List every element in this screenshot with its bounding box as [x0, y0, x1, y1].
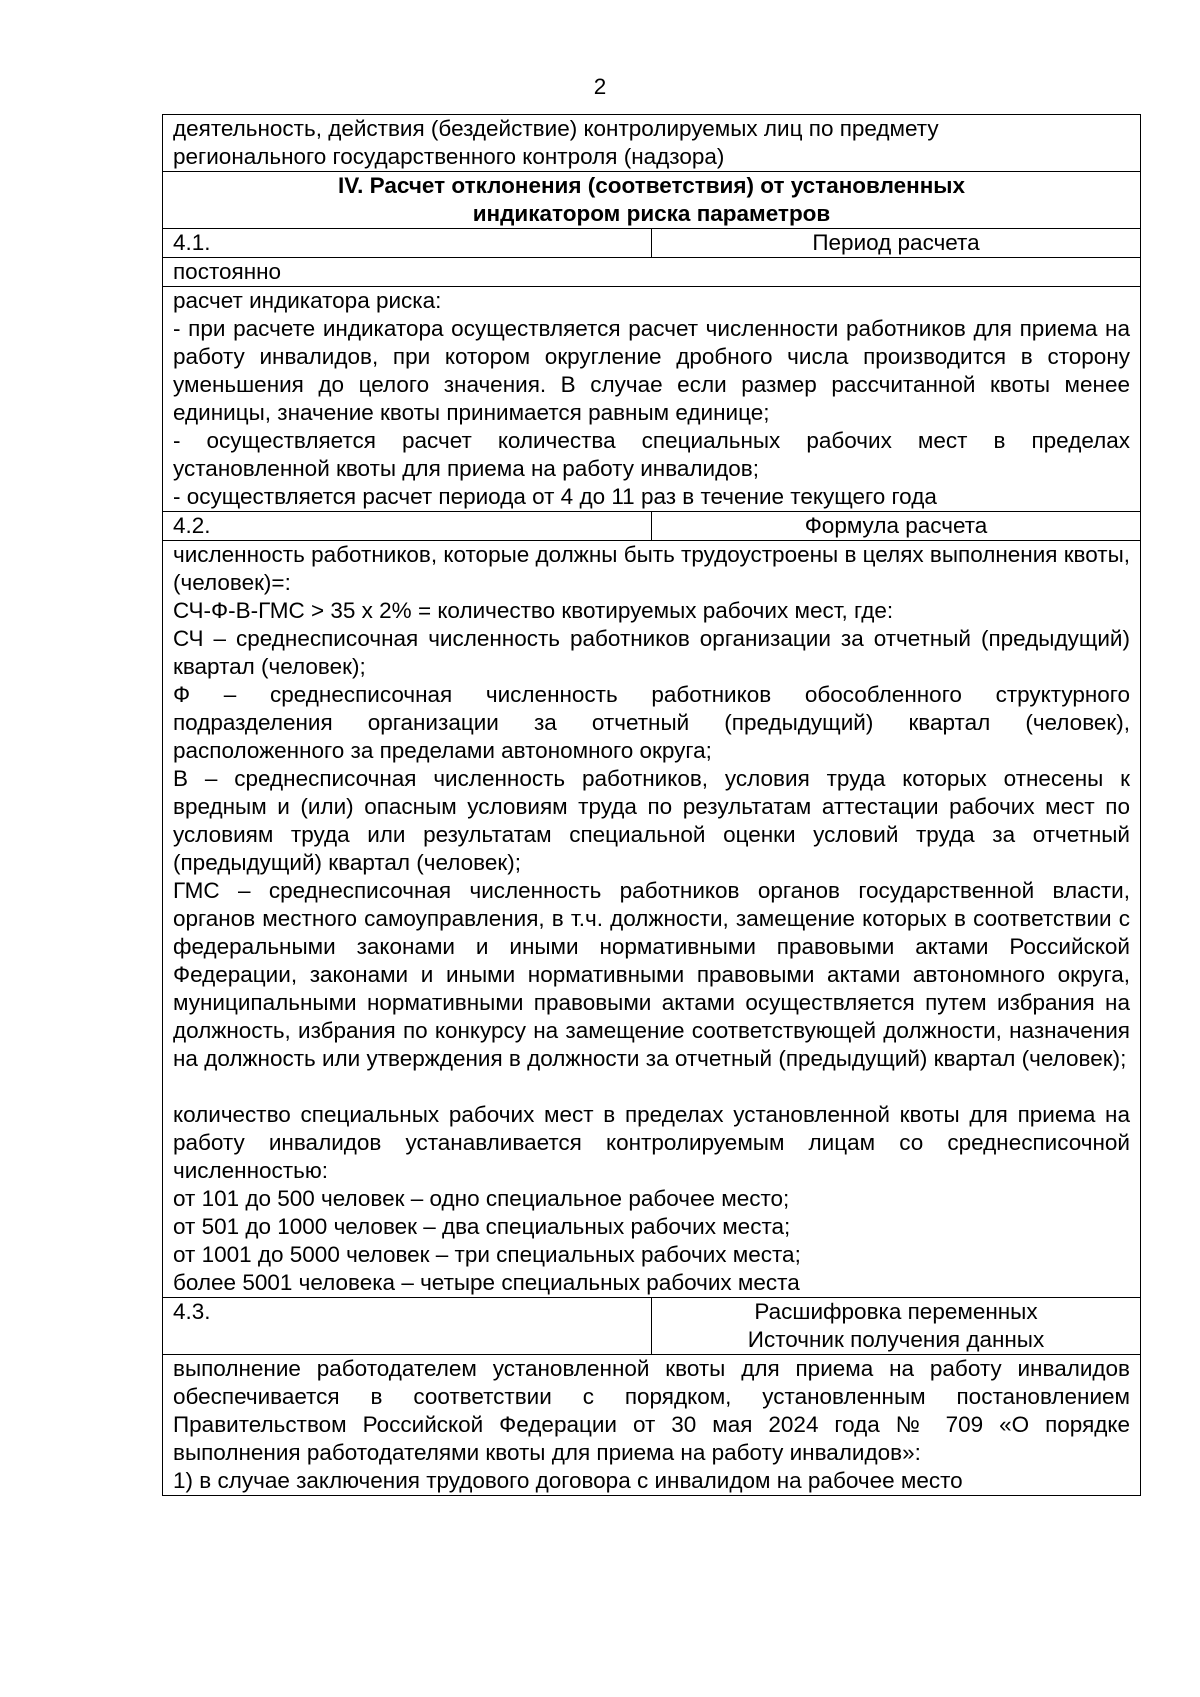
paragraph: - осуществляется расчет количества специальных рабочих мест в пределах установленной квоты для приема на работу инвалидов;	[173, 428, 1130, 481]
section-title-cell	[163, 172, 1141, 229]
table-row	[163, 1355, 1141, 1496]
table-row	[163, 287, 1141, 512]
section-number: 4.3.	[163, 1298, 652, 1355]
paragraph: - при расчете индикатора осуществляется расчет численности работников для приема на работу инвалидов, при котором округление дробного числа производится в сторону уменьшения до целого значения. В случае если размер рассчитанной квоты менее единицы, значение квоты принимается равным единице;	[173, 316, 1130, 425]
heading-line: Источник получения данных	[747, 1327, 1045, 1352]
formula: СЧ-Ф-В-ГМС > 35 х 2% = количество квотируемых рабочих мест, где:	[173, 598, 894, 623]
table-row	[163, 229, 1141, 258]
table-row	[163, 172, 1141, 229]
section-heading: Период расчета	[652, 229, 1141, 258]
section-number: 4.2.	[163, 512, 652, 541]
list-item: от 501 до 1000 человек – два специальных рабочих места;	[173, 1214, 791, 1239]
paragraph: выполнение работодателем установленной квоты для приема на работу инвалидов обеспечивается в соответствии с порядком, установленным постановлением Правительством Российской Федерации от 30 мая 2024 года № 709 «О порядке выполнения работодателями квоты для приема на работу инвалидов»:	[173, 1356, 1130, 1465]
paragraph: В – среднесписочная численность работников, условия труда которых отнесены к вредным и (или) опасным условиям труда по результатам аттестации рабочих мест по условиям труда или результатам специальной оценки условий труда за отчетный (предыдущий) квартал (человек);	[173, 766, 1130, 875]
variables-description	[163, 1355, 1141, 1496]
formula-description	[163, 541, 1141, 1298]
paragraph: 1) в случае заключения трудового договора с инвалидом на рабочее место	[173, 1468, 963, 1493]
intro-line: регионального государственного контроля (надзора)	[173, 144, 725, 169]
section-number: 4.1.	[163, 229, 652, 258]
table-row	[163, 115, 1141, 172]
paragraph: численность работников, которые должны быть трудоустроены в целях выполнения квоты, (человек)=:	[173, 542, 1130, 595]
paragraph: СЧ – среднесписочная численность работников организации за отчетный (предыдущий) квартал (человек);	[173, 626, 1130, 679]
table-row	[163, 1298, 1141, 1355]
intro-line: деятельность, действия (бездействие) контролируемых лиц по предмету	[173, 116, 939, 141]
paragraph: - осуществляется расчет периода от 4 до 11 раз в течение текущего года	[173, 484, 937, 509]
indicator-table	[162, 114, 1141, 1496]
paragraph: Ф – среднесписочная численность работников обособленного структурного подразделения организации за отчетный (предыдущий) квартал (человек), расположенного за пределами автономного округа;	[173, 682, 1130, 763]
table-row	[163, 512, 1141, 541]
page-number: 2	[593, 74, 607, 99]
table-row	[163, 258, 1141, 287]
paragraph: расчет индикатора риска:	[173, 288, 442, 313]
list-item: от 101 до 500 человек – одно специальное рабочее место;	[173, 1186, 790, 1211]
section-heading	[652, 1298, 1141, 1355]
blank-line	[173, 1073, 1130, 1101]
section-heading: Формула расчета	[652, 512, 1141, 541]
table-row	[163, 541, 1141, 1298]
list-item: более 5001 человека – четыре специальных рабочих места	[173, 1270, 800, 1295]
calculation-description	[163, 287, 1141, 512]
section-title-line: индикатором риска параметров	[472, 201, 831, 226]
paragraph: ГМС – среднесписочная численность работников органов государственной власти, органов местного самоуправления, в т.ч. должности, замещение которых в соответствии с федеральными законами и иными нормативными правовыми актами Российской Федерации, законами и иными нормативными правовыми актами автономного округа, муниципальными нормативными правовыми актами осуществляется путем избрания на должность, избрания по конкурсу на замещение соответствующей должности, назначения на должность или утверждения в должности за отчетный (предыдущий) квартал (человек);	[173, 878, 1130, 1071]
intro-cell	[163, 115, 1141, 172]
paragraph: количество специальных рабочих мест в пределах установленной квоты для приема на работу инвалидов устанавливается контролируемым лицам со среднесписочной численностью:	[173, 1102, 1130, 1183]
heading-line: Расшифровка переменных	[754, 1299, 1038, 1324]
list-item: от 1001 до 5000 человек – три специальных рабочих места;	[173, 1242, 801, 1267]
period-value: постоянно	[163, 258, 1141, 287]
section-title-line: IV. Расчет отклонения (соответствия) от установленных	[337, 173, 966, 198]
